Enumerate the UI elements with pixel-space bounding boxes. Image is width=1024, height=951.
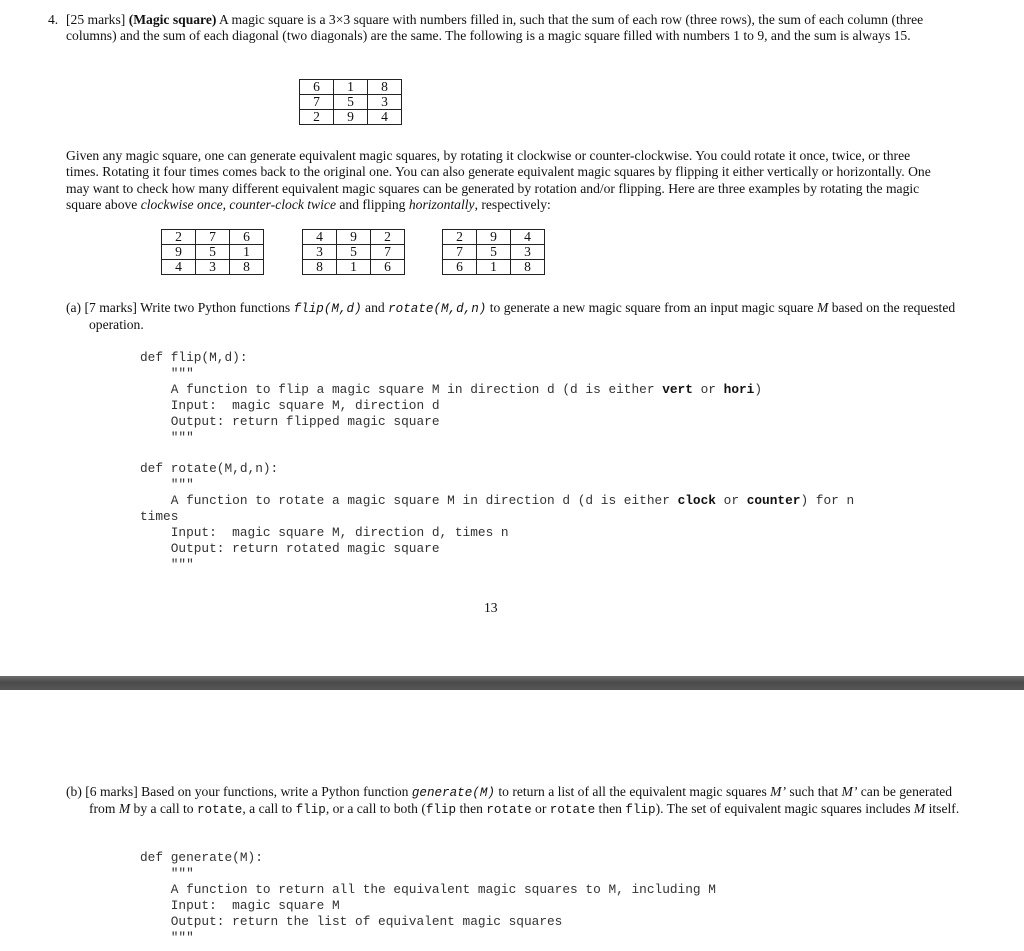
square-cell: 6 <box>300 80 334 95</box>
part-text: such that <box>786 784 842 799</box>
part-text: [6 marks] Based on your functions, write a Python function <box>81 784 412 799</box>
code-line: def flip(M,d): <box>140 350 248 365</box>
code-line: or <box>715 493 747 508</box>
square-cell: 4 <box>368 110 402 125</box>
part-text: itself. <box>925 801 960 817</box>
paragraph-text: , respectively: <box>474 197 551 213</box>
paragraph-text: and flipping <box>335 197 409 213</box>
part-text: , a call to <box>242 801 296 817</box>
code-line: Output: return flipped magic square <box>140 414 440 429</box>
square-cell: 7 <box>371 245 405 260</box>
square-cell: 7 <box>300 95 334 110</box>
square-cell: 3 <box>368 95 402 110</box>
part-text: ). The set of equivalent magic squares includes <box>655 801 914 817</box>
square-cell: 1 <box>230 245 264 260</box>
code-line: ) for n <box>800 493 855 508</box>
square-cell: 2 <box>300 110 334 125</box>
part-text: based on the requested operation. <box>89 300 956 333</box>
function-name: rotate <box>486 803 532 818</box>
variable-name: M <box>817 300 829 315</box>
part-label: (a) <box>66 300 82 315</box>
square-row <box>162 260 264 275</box>
variable-name: M’ <box>770 784 787 799</box>
code-line: def generate(M): <box>140 850 263 865</box>
function-name: flip(M,d) <box>293 302 362 316</box>
square-cell: 4 <box>511 230 545 245</box>
variable-name: M <box>913 801 926 817</box>
part-text: by a call to <box>130 801 197 817</box>
code-line: A function to flip a magic square M in direction d (d is either <box>140 382 663 397</box>
code-line: Input: magic square M, direction d, times n <box>140 525 509 540</box>
code-line: """ <box>140 430 194 445</box>
part-b-question <box>66 784 969 819</box>
square-row <box>300 95 402 110</box>
square-cell: 9 <box>334 110 368 125</box>
magic-square-original <box>299 79 402 125</box>
question-intro-text: A magic square is a 3×3 square with numbers filled in, such that the sum of each row (three rows), the sum of each column (three columns) and the sum of each diagonal (two diagonals) are the same. The following is a magic square filled with numbers 1 to 9, and the sum is always 15. <box>66 12 924 44</box>
code-line: """ <box>140 477 194 492</box>
square-cell: 3 <box>196 260 230 275</box>
part-text: to generate a new magic square from an input magic square <box>486 300 817 315</box>
part-text: then <box>456 801 487 817</box>
part-text: or <box>531 801 550 817</box>
code-line: Input: magic square M, direction d <box>140 398 440 413</box>
magic-square-counter-twice <box>302 229 405 275</box>
variable-name: M’ <box>841 784 858 799</box>
square-row <box>300 110 402 125</box>
square-row <box>443 260 545 275</box>
square-cell: 2 <box>443 230 477 245</box>
square-cell: 8 <box>511 260 545 275</box>
code-line: times <box>140 509 179 524</box>
paragraph-emphasis: clockwise once, counter-clock twice <box>140 197 336 213</box>
square-row <box>162 230 264 245</box>
code-keyword: hori <box>723 382 755 397</box>
code-line: """ <box>140 866 194 881</box>
square-cell: 1 <box>337 260 371 275</box>
part-a-question <box>66 300 969 334</box>
square-cell: 7 <box>443 245 477 260</box>
part-text: to return a list of all the equivalent magic squares <box>494 784 771 799</box>
square-row <box>303 245 405 260</box>
part-text: can be generated from <box>89 784 953 817</box>
magic-square-clockwise-once <box>161 229 264 275</box>
variable-name: M <box>118 801 131 817</box>
square-row <box>443 230 545 245</box>
code-line: or <box>692 382 724 397</box>
square-cell: 6 <box>371 260 405 275</box>
part-text: then <box>595 801 626 817</box>
square-cell: 5 <box>337 245 371 260</box>
square-cell: 1 <box>334 80 368 95</box>
code-block-generate <box>140 850 716 946</box>
question-number: 4. <box>48 12 59 27</box>
rotation-explanation <box>66 148 946 214</box>
square-row <box>443 245 545 260</box>
square-cell: 8 <box>368 80 402 95</box>
code-keyword: counter <box>746 493 801 508</box>
magic-square-flip-horizontal <box>442 229 545 275</box>
function-name: flip <box>425 803 457 818</box>
code-line: Output: return the list of equivalent magic squares <box>140 914 563 929</box>
square-row <box>303 230 405 245</box>
paragraph-emphasis: horizontally <box>408 197 475 213</box>
square-cell: 8 <box>303 260 337 275</box>
function-name: rotate <box>196 803 243 818</box>
part-text: [7 marks] Write two Python functions <box>81 300 294 315</box>
square-row <box>303 260 405 275</box>
code-line: """ <box>140 930 194 945</box>
function-name: flip <box>295 803 326 818</box>
code-line: A function to return all the equivalent magic squares to M, including M <box>140 882 716 897</box>
part-label: (b) <box>66 784 82 799</box>
code-keyword: clock <box>677 493 716 508</box>
square-cell: 7 <box>196 230 230 245</box>
square-cell: 2 <box>371 230 405 245</box>
square-cell: 4 <box>303 230 337 245</box>
question-title: (Magic square) <box>128 12 217 27</box>
question-intro <box>66 12 946 45</box>
square-cell: 6 <box>443 260 477 275</box>
code-block-rotate <box>140 461 854 573</box>
paragraph-text: Given any magic square, one can generate equivalent magic squares, by rotating it clockwise or counter-clockwise. You could rotate it once, twice, or three times. Rotating it four times comes back to the original one. You can also generate equivalent magic squares by flipping it either vertically or horizontally. One may want to check how many different equivalent magic squares can be generated by rotation and/or flipping. Here are three examples by rotating the magic square above <box>66 148 931 213</box>
square-cell: 9 <box>337 230 371 245</box>
square-cell: 3 <box>511 245 545 260</box>
page-14 <box>0 690 1024 951</box>
part-text: and <box>361 300 389 315</box>
square-cell: 2 <box>162 230 196 245</box>
square-cell: 9 <box>162 245 196 260</box>
function-name: rotate(M,d,n) <box>388 302 487 316</box>
code-line: def rotate(M,d,n): <box>140 461 279 476</box>
question-marks: [25 marks] <box>66 12 126 27</box>
function-name: rotate <box>549 803 596 818</box>
code-line: ) <box>754 382 763 397</box>
square-cell: 5 <box>196 245 230 260</box>
square-cell: 5 <box>334 95 368 110</box>
part-text: , or a call to both ( <box>325 801 426 817</box>
code-line: """ <box>140 557 194 572</box>
function-name: generate(M) <box>411 786 495 800</box>
code-line: A function to rotate a magic square M in direction d (d is either <box>140 493 678 508</box>
square-cell: 3 <box>303 245 337 260</box>
square-cell: 9 <box>477 230 511 245</box>
square-cell: 6 <box>230 230 264 245</box>
code-line: """ <box>140 366 194 381</box>
code-line: Input: magic square M <box>140 898 340 913</box>
code-block-flip <box>140 350 762 446</box>
square-cell: 8 <box>230 260 264 275</box>
square-cell: 5 <box>477 245 511 260</box>
page-number: 13 <box>484 600 498 615</box>
function-name: flip <box>625 803 656 818</box>
code-keyword: vert <box>662 382 693 397</box>
code-line: Output: return rotated magic square <box>140 541 440 556</box>
square-row <box>300 80 402 95</box>
square-cell: 4 <box>162 260 196 275</box>
square-row <box>162 245 264 260</box>
square-cell: 1 <box>477 260 511 275</box>
